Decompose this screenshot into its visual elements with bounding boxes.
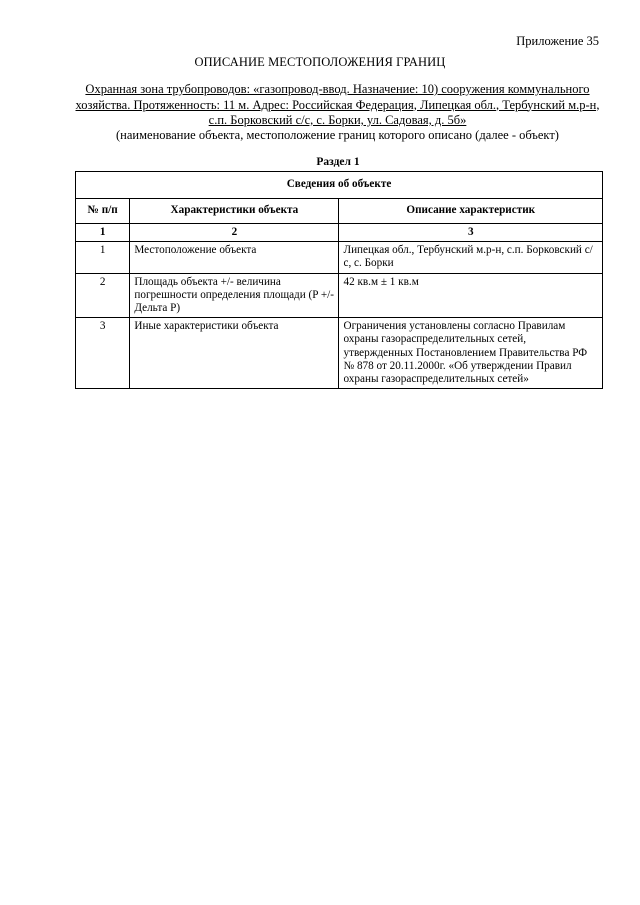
appendix-label: Приложение 35 bbox=[516, 34, 599, 48]
column-header-description: Описание характеристик bbox=[339, 199, 603, 224]
row-description: 42 кв.м ± 1 кв.м bbox=[339, 273, 603, 318]
row-characteristic: Площадь объекта +/- величина погрешности определения площади (P +/- Дельта P) bbox=[130, 273, 339, 318]
table-row bbox=[76, 273, 603, 318]
table-heading: Сведения об объекте bbox=[76, 172, 603, 199]
column-number-1: 1 bbox=[76, 224, 130, 242]
object-caption: (наименование объекта, местоположение границ которого описано (далее - объект) bbox=[116, 128, 559, 142]
row-description: Ограничения установлены согласно Правилам охраны газораспределительных сетей, утвержденных Постановлением Правительства РФ № 878 от 20.11.2000г. «Об утверждении Правил охраны газораспределительных сетей» bbox=[339, 318, 603, 389]
table-row bbox=[76, 318, 603, 389]
row-number: 2 bbox=[76, 273, 130, 318]
document-title: ОПИСАНИЕ МЕСТОПОЛОЖЕНИЯ ГРАНИЦ bbox=[194, 55, 446, 69]
row-number: 1 bbox=[76, 242, 130, 273]
column-header-row bbox=[76, 199, 603, 224]
section-title: Раздел 1 bbox=[316, 156, 360, 168]
column-number-3: 3 bbox=[339, 224, 603, 242]
column-number-row bbox=[76, 224, 603, 242]
row-description: Липецкая обл., Тербунский м.р-н, с.п. Борковский с/с, с. Борки bbox=[339, 242, 603, 273]
row-characteristic: Местоположение объекта bbox=[130, 242, 339, 273]
table-heading-row bbox=[76, 172, 603, 199]
object-info-table bbox=[75, 171, 603, 389]
column-header-number: № п/п bbox=[76, 199, 130, 224]
object-name: Охранная зона трубопроводов: «газопровод-ввод. Назначение: 10) сооружения коммунального хозяйства. Протяженность: 11 м. Адрес: Российская Федерация, Липецкая обл., Тербунский м.р-н, с.п. Борковский с/с, с. Борки, ул. Садовая, д. 5б» bbox=[75, 82, 600, 127]
column-number-2: 2 bbox=[130, 224, 339, 242]
row-characteristic: Иные характеристики объекта bbox=[130, 318, 339, 389]
row-number: 3 bbox=[76, 318, 130, 389]
column-header-characteristic: Характеристики объекта bbox=[130, 199, 339, 224]
table-row bbox=[76, 242, 603, 273]
